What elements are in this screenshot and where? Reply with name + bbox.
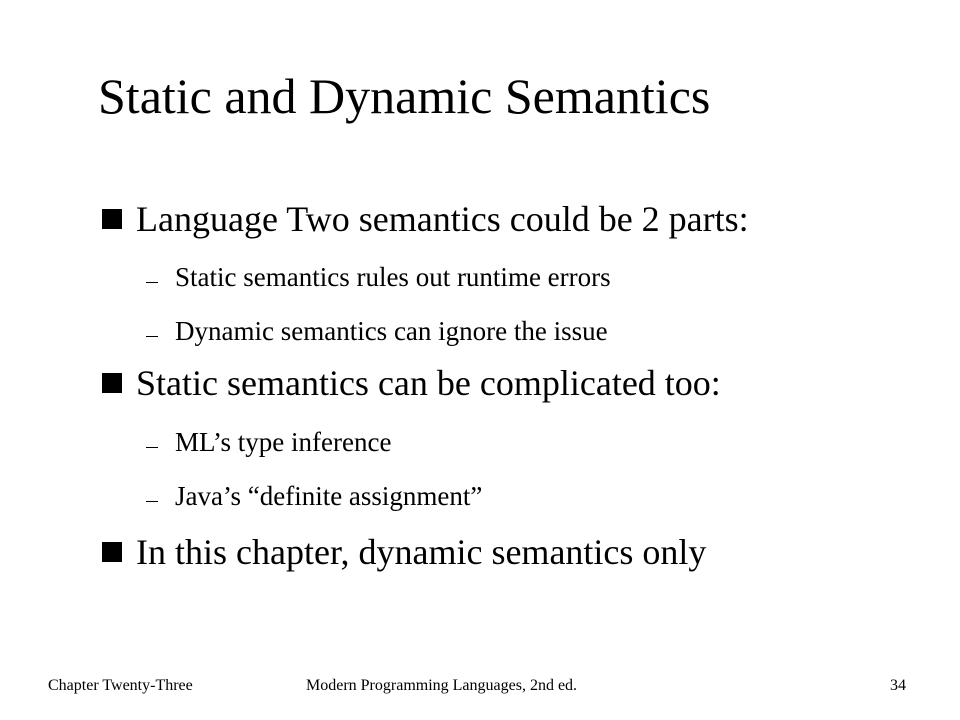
dash-bullet-icon — [146, 282, 158, 283]
bullet-item — [102, 197, 749, 241]
square-bullet-icon — [102, 373, 122, 393]
sub-bullet-item — [146, 260, 611, 294]
square-bullet-icon — [102, 542, 122, 562]
footer-page-number: 34 — [890, 677, 906, 694]
sub-bullet-item — [146, 314, 608, 348]
footer-book-title: Modern Programming Languages, 2nd ed. — [306, 677, 578, 694]
dash-bullet-icon — [146, 336, 158, 337]
footer-chapter: Chapter Twenty-Three — [48, 677, 193, 694]
bullet-item — [102, 361, 721, 405]
bullet-text: In this chapter, dynamic semantics only — [136, 532, 707, 572]
square-bullet-icon — [102, 209, 122, 229]
sub-bullet-text: Dynamic semantics can ignore the issue — [175, 316, 608, 346]
bullet-item — [102, 530, 706, 574]
dash-bullet-icon — [146, 501, 158, 502]
sub-bullet-text: ML’s type inference — [175, 427, 392, 457]
sub-bullet-item — [146, 479, 482, 513]
sub-bullet-item — [146, 425, 391, 459]
slide-title: Static and Dynamic Semantics — [98, 68, 711, 124]
sub-bullet-text: Java’s “definite assignment” — [175, 481, 483, 511]
bullet-text: Language Two semantics could be 2 parts: — [136, 199, 749, 239]
dash-bullet-icon — [146, 447, 158, 448]
bullet-text: Static semantics can be complicated too: — [136, 363, 721, 403]
sub-bullet-text: Static semantics rules out runtime errors — [175, 262, 611, 292]
